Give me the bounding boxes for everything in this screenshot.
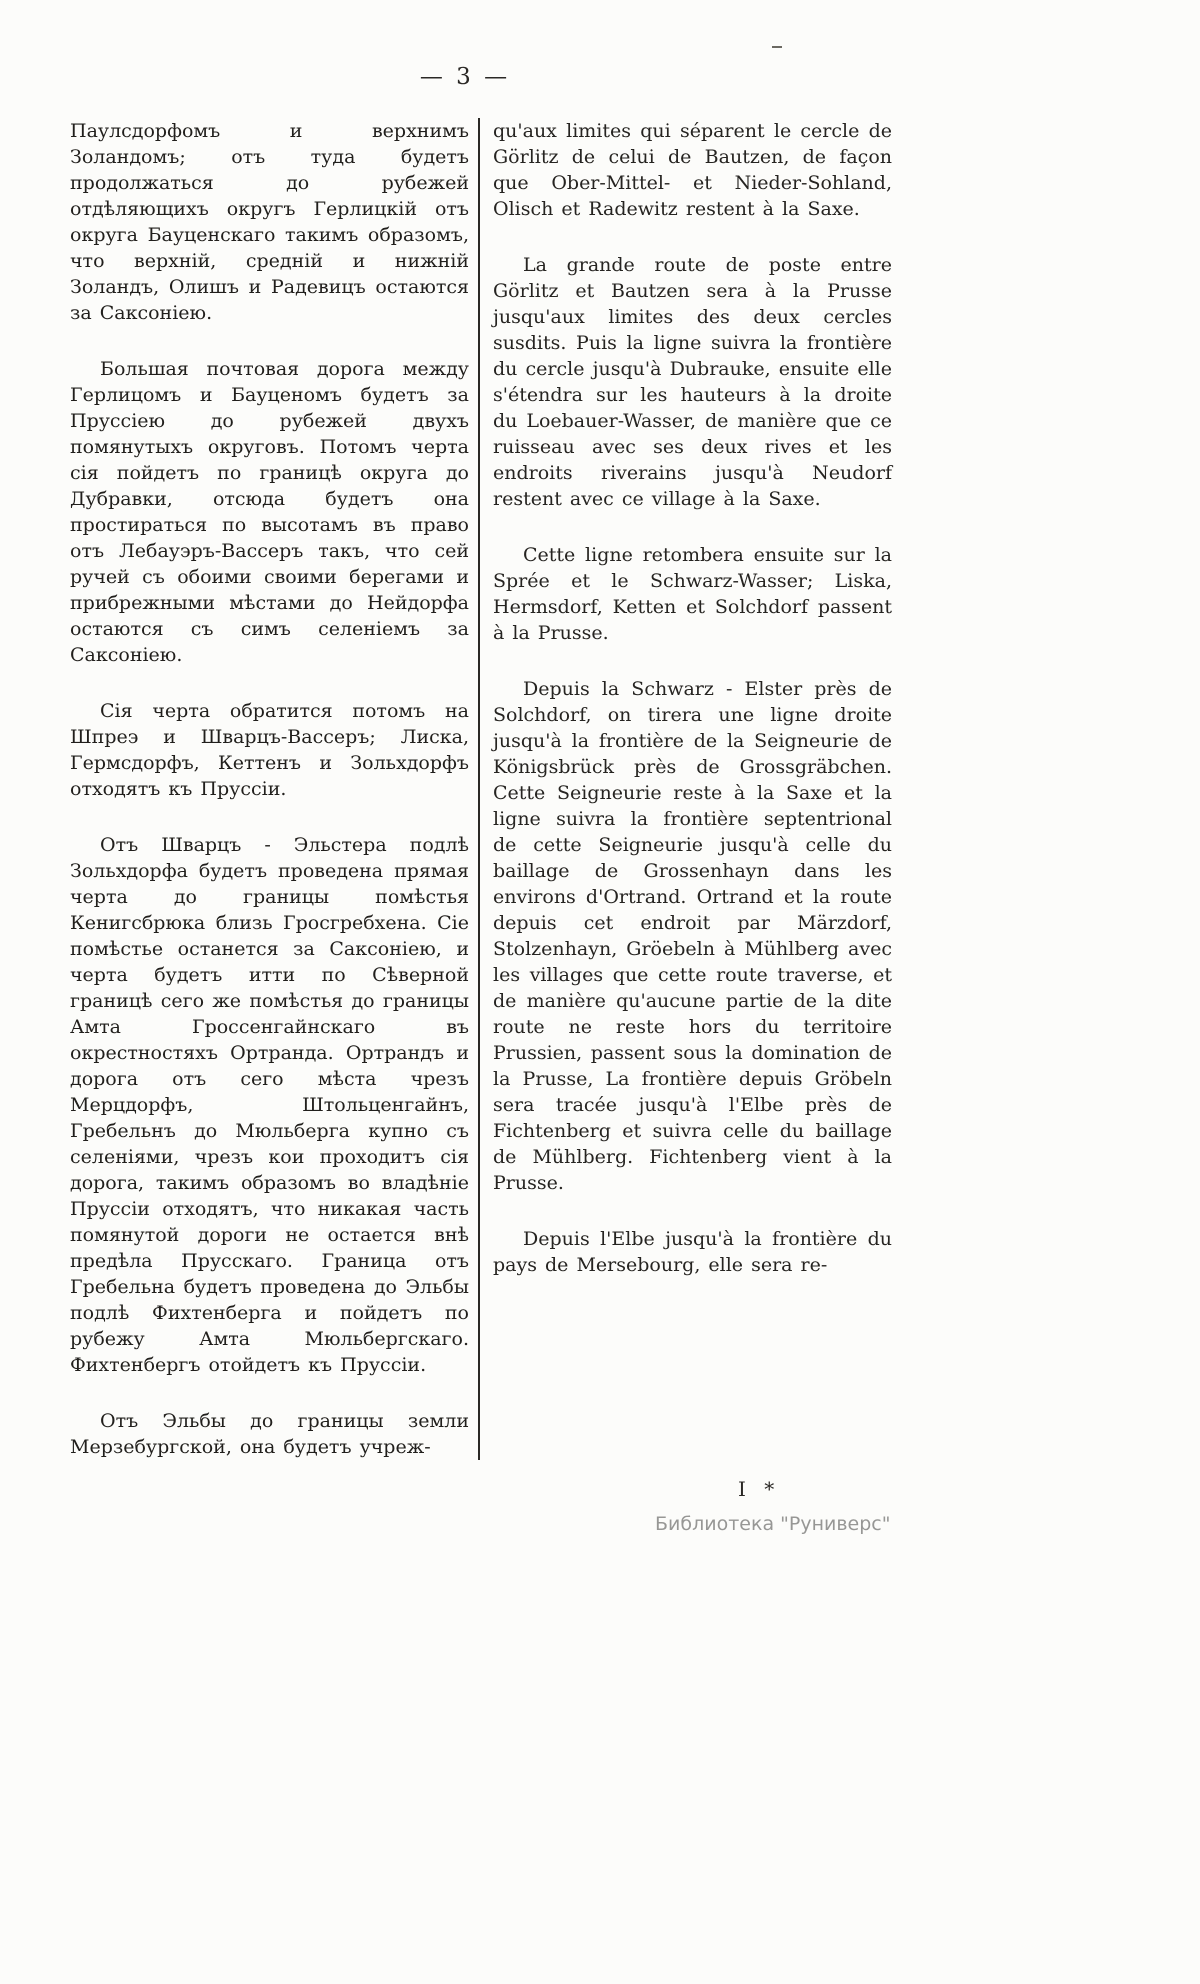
paragraph-fr-3: Cette ligne retombera ensuite sur la Sprée et le Schwarz-Wasser; Liska, Hermsdorf, Ketten et Solchdorf passent à la Prusse.	[493, 544, 892, 644]
column-divider-rule	[478, 118, 480, 1460]
two-column-text-block	[70, 118, 894, 1460]
library-watermark: Библиотека "Руниверс"	[655, 1513, 891, 1535]
paragraph-ru-5: Отъ Эльбы до границы земли Мерзебургской, она будетъ учреж-	[70, 1410, 469, 1458]
page-number: — 3 —	[419, 64, 511, 90]
signature-mark: I *	[738, 1477, 781, 1501]
french-column	[493, 118, 892, 1460]
page-header	[0, 64, 930, 90]
paragraph-ru-4: Отъ Шварцъ - Эльстера подлѣ Зольхдорфа будетъ проведена прямая черта до границы помѣстья Кенигсбрюка близь Гросгребхена. Сіе помѣстье останется за Саксоніею, и черта будетъ итти по Сѣверной границѣ сего же помѣстья до границы Амта Гроссенгайнскаго въ окрестностяхъ Ортранда. Ортрандъ и дорога отъ сего мѣста чрезъ Мерцдорфъ, Штольценгайнъ, Гребельнъ до Мюльберга купно съ селеніями, чрезъ кои проходитъ сія дорога, такимъ образомъ во владѣніе Пруссіи отходятъ, что никакая часть помянутой дороги не остается внѣ предѣла Прусскаго. Граница отъ Гребельна будетъ проведена до Эльбы подлѣ Фихтенберга и пойдетъ по рубежу Амта Мюльбергскаго. Фихтенбергъ отойдетъ къ Пруссіи.	[70, 834, 469, 1376]
paragraph-fr-5: Depuis l'Elbe jusqu'à la frontière du pays de Mersebourg, elle sera re-	[493, 1228, 892, 1276]
paragraph-ru-3: Сія черта обратится потомъ на Шпреэ и Шварцъ-Вассеръ; Лиска, Гермсдорфъ, Кеттенъ и Зольхдорфъ отходятъ къ Пруссіи.	[70, 700, 469, 800]
paragraph-fr-1: qu'aux limites qui séparent le cercle de Görlitz de celui de Bautzen, de façon que Ober-Mittel- et Nieder-Sohland, Olisch et Radewitz restent à la Saxe.	[493, 120, 892, 220]
paragraph-fr-4: Depuis la Schwarz - Elster près de Solchdorf, on tirera une ligne droite jusqu'à la frontière de la Seigneurie de Königsbrück près de Grossgräbchen. Cette Seigneurie reste à la Saxe et la ligne suivra la frontière septentrional de cette Seigneurie jusqu'à celle du baillage de Grossenhayn dans les environs d'Ortrand. Ortrand et la route depuis cet endroit par Märzdorf, Stolzenhayn, Gröebeln à Mühlberg avec les villages que cette route traverse, et de manière qu'aucune partie de la dite route ne reste hors du territoire Prussien, passent sous la domination de la Prusse, La frontière depuis Gröbeln sera tracée jusqu'à l'Elbe près de Fichtenberg et suivra celle du baillage de Mühlberg. Fichtenberg vient à la Prusse.	[493, 678, 892, 1194]
paragraph-ru-1: Паулсдорфомъ и верхнимъ Золандомъ; отъ туда будетъ продолжаться до рубежей отдѣляющихъ округъ Герлицкій отъ округа Бауценскаго такимъ образомъ, что верхній, средній и нижній Золандъ, Олишъ и Радевицъ остаются за Саксоніею.	[70, 120, 469, 324]
paragraph-ru-2: Большая почтовая дорога между Герлицомъ и Бауценомъ будетъ за Пруссіею до рубежей двухъ помянутыхъ округовъ. Потомъ черта сія пойдетъ по границѣ округа до Дубравки, отсюда будетъ она простираться по высотамъ въ право отъ Лебауэръ-Вассеръ такъ, что сей ручей съ обоими своими берегами и прибрежными мѣстами до Нейдорфа остаются съ симъ селеніемъ за Саксоніею.	[70, 358, 469, 666]
paragraph-fr-2: La grande route de poste entre Görlitz et Bautzen sera à la Prusse jusqu'aux limites des deux cercles susdits. Puis la ligne suivra la frontière du cercle jusqu'à Dubrauke, ensuite elle s'étendra sur les hauteurs à la droite du Loebauer-Wasser, de manière que ce ruisseau avec ses deux rives et les endroits riverains jusqu'à Neudorf restent avec ce village à la Saxe.	[493, 254, 892, 510]
russian-column	[70, 118, 469, 1460]
scan-artifact-mark	[772, 46, 782, 48]
